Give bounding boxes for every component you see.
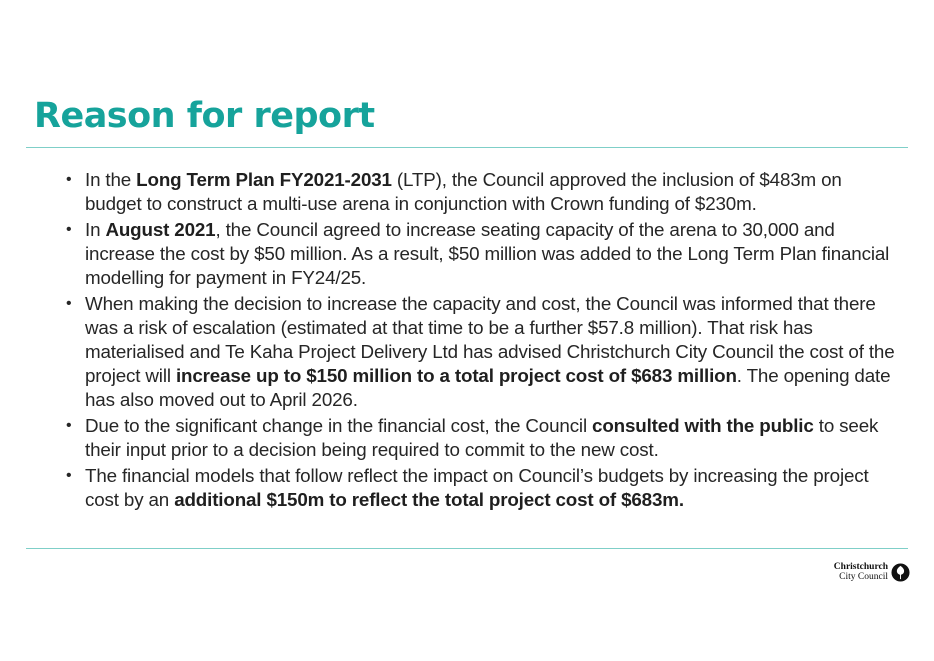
bullet-item	[66, 168, 902, 216]
bullet-text: When making the decision to increase the capacity and cost, the Council was informed that there was a risk of escalation (estimated at that time to be a further $57.8 million). That risk has materialised and Te Kaha Project Delivery Ltd has advised Christchurch City Council the cost of the project will	[85, 293, 895, 386]
bullet-text: . The opening date has also moved out to April 2026.	[85, 365, 891, 410]
logo-wordmark	[834, 562, 888, 582]
bullet-text: In	[85, 219, 106, 240]
bullet-emphasis: increase up to $150 million to a total project cost of $683 million	[175, 365, 737, 386]
bullet-emphasis: consulted with the public	[592, 415, 814, 436]
bullet-dot-icon: •	[66, 295, 72, 312]
council-logo	[830, 562, 910, 584]
title-divider	[26, 147, 908, 148]
bullet-emphasis: Long Term Plan FY2021-2031	[136, 169, 392, 190]
bullet-item	[66, 292, 902, 412]
bullet-item	[66, 464, 902, 512]
bullet-item	[66, 218, 902, 290]
bullet-dot-icon: •	[66, 417, 72, 434]
logo-line-2: City Council	[839, 572, 888, 582]
footer-divider	[26, 548, 908, 549]
bullet-text: to seek their input prior to a decision being required to commit to the new cost.	[85, 415, 879, 460]
page-title: Reason for report	[34, 96, 375, 136]
bullet-dot-icon: •	[66, 467, 72, 484]
bullet-list	[66, 168, 902, 514]
bullet-dot-icon: •	[66, 221, 72, 238]
bullet-item	[66, 414, 902, 462]
bullet-text: In the	[85, 169, 137, 190]
bullet-emphasis: August 2021	[105, 219, 216, 240]
bullet-text: , the Council agreed to increase seating capacity of the arena to 30,000 and increase the cost by $50 million. As a result, $50 million was added to the Long Term Plan financial modelling for payment in FY24/25.	[85, 219, 890, 288]
tree-in-circle-icon	[891, 563, 910, 582]
bullet-text: (LTP), the Council approved the inclusion of $483m on budget to construct a multi-use arena in conjunction with Crown funding of $230m.	[85, 169, 842, 214]
bullet-dot-icon: •	[66, 171, 72, 188]
bullet-text: The financial models that follow reflect the impact on Council’s budgets by increasing the project cost by an	[85, 465, 869, 510]
bullet-emphasis: additional $150m to reflect the total project cost of $683m.	[174, 489, 684, 510]
bullet-text: Due to the significant change in the financial cost, the Council	[85, 415, 593, 436]
logo-line-1: Christchurch	[833, 562, 888, 572]
